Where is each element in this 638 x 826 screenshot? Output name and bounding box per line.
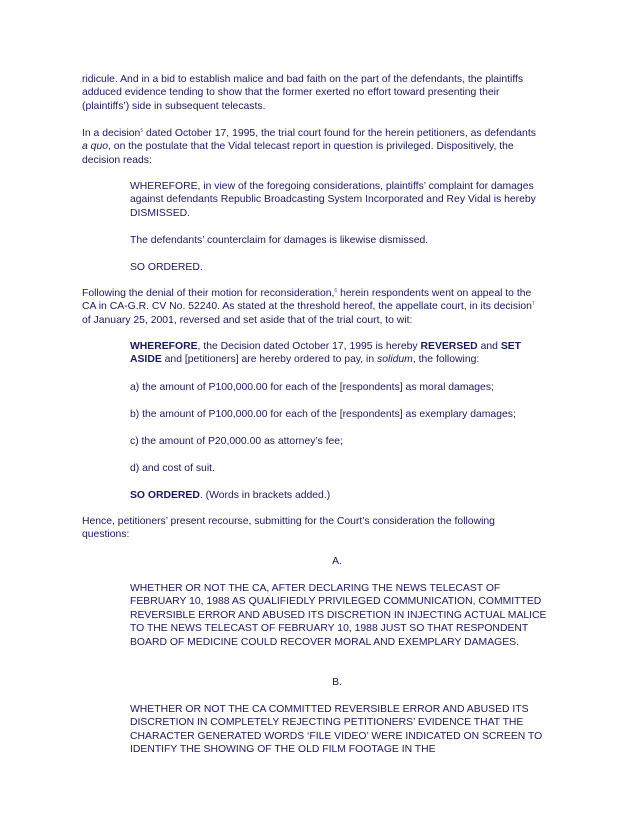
quote-item-b: b) the amount of P100,000.00 for each of the [respondents] as exemplary damages; [130,409,516,420]
footnote-ref-5[interactable]: 5 [140,128,144,134]
heading-b: B. [332,677,342,688]
quote-so-ordered-1: SO ORDERED. [130,262,203,273]
quote-counterclaim: The defendants’ counterclaim for damages is likewise dismissed. [130,235,429,246]
paragraph-ridicule: ridicule. And in a bid to establish malice and bad faith on the part of the defendants, the plaintiffs adduced evidence tending to show that the former exerted no effort toward presenting their (plaintiffs’) side in subsequent telecasts. [82,74,524,112]
paragraph-appeal: Following the denial of their motion for reconsideration,$^6$ herein respondents went on appeal to the CA in CA-G.R. CV No. 52240. As stated at the threshold hereof, the appellate court, in its decision$^7$ of January 25, 2001, reversed and set aside that of the trial court, to wit: [82,288,535,326]
question-b: WHETHER OR NOT THE CA COMMITTED REVERSIBLE ERROR AND ABUSED ITS DISCRETION IN COMPLETELY REJECTING PETITIONERS’ EVIDENCE THAT THE CHARACTER GENERATED WORDS ‘FILE VIDEO’ WERE INDICATED ON SCREEN TO IDENTIFY THE SHOWING OF THE OLD FILM FOOTAGE IN THE [130,704,543,756]
quote-item-a: a) the amount of P100,000.00 for each of the [respondents] as moral damages; [130,382,494,393]
paragraph-recourse: Hence, petitioners’ present recourse, submitting for the Court’s consideration the following questions: [82,516,495,541]
heading-a: A. [332,556,342,567]
quote-wherefore-reversed: WHEREFORE, the Decision dated October 17, 1995 is hereby REVERSED and SET ASIDE and [petitioners] are hereby ordered to pay, in solidum, the following: [130,341,522,366]
quote-wherefore-dismissed: WHEREFORE, in view of the foregoing considerations, plaintiffs’ complaint for damages against defendants Republic Broadcasting System Incorporated and Rey Vidal is hereby DISMISSED. [130,181,536,219]
footnote-ref-7[interactable]: 7 [531,301,535,308]
quote-item-c: c) the amount of P20,000.00 as attorney’s fee; [130,436,343,447]
quote-so-ordered-2: SO ORDERED. (Words in brackets added.) [130,490,331,501]
question-a: WHETHER OR NOT THE CA, AFTER DECLARING THE NEWS TELECAST OF FEBRUARY 10, 1988 AS QUALIFIEDLY PRIVILEGED COMMUNICATION, COMMITTED REVERSIBLE ERROR AND ABUSED ITS DISCRETION IN INJECTING ACTUAL MALICE TO THE NEWS TELECAST OF FEBRUARY 10, 1988 JUST SO THAT RESPONDENT BOARD OF MEDICINE COULD RECOVER MORAL AND EXEMPLARY DAMAGES. [130,583,547,648]
quote-item-d: d) and cost of suit. [130,463,215,474]
paragraph-trial-decision: In a decision$^5$ dated October 17, 1995, the trial court found for the herein petitioners, as defendants a quo, on the postulate that the Vidal telecast report in question is privileged. Dispositively, the decision reads: [82,128,536,166]
footnote-ref-6[interactable]: 6 [334,288,338,294]
